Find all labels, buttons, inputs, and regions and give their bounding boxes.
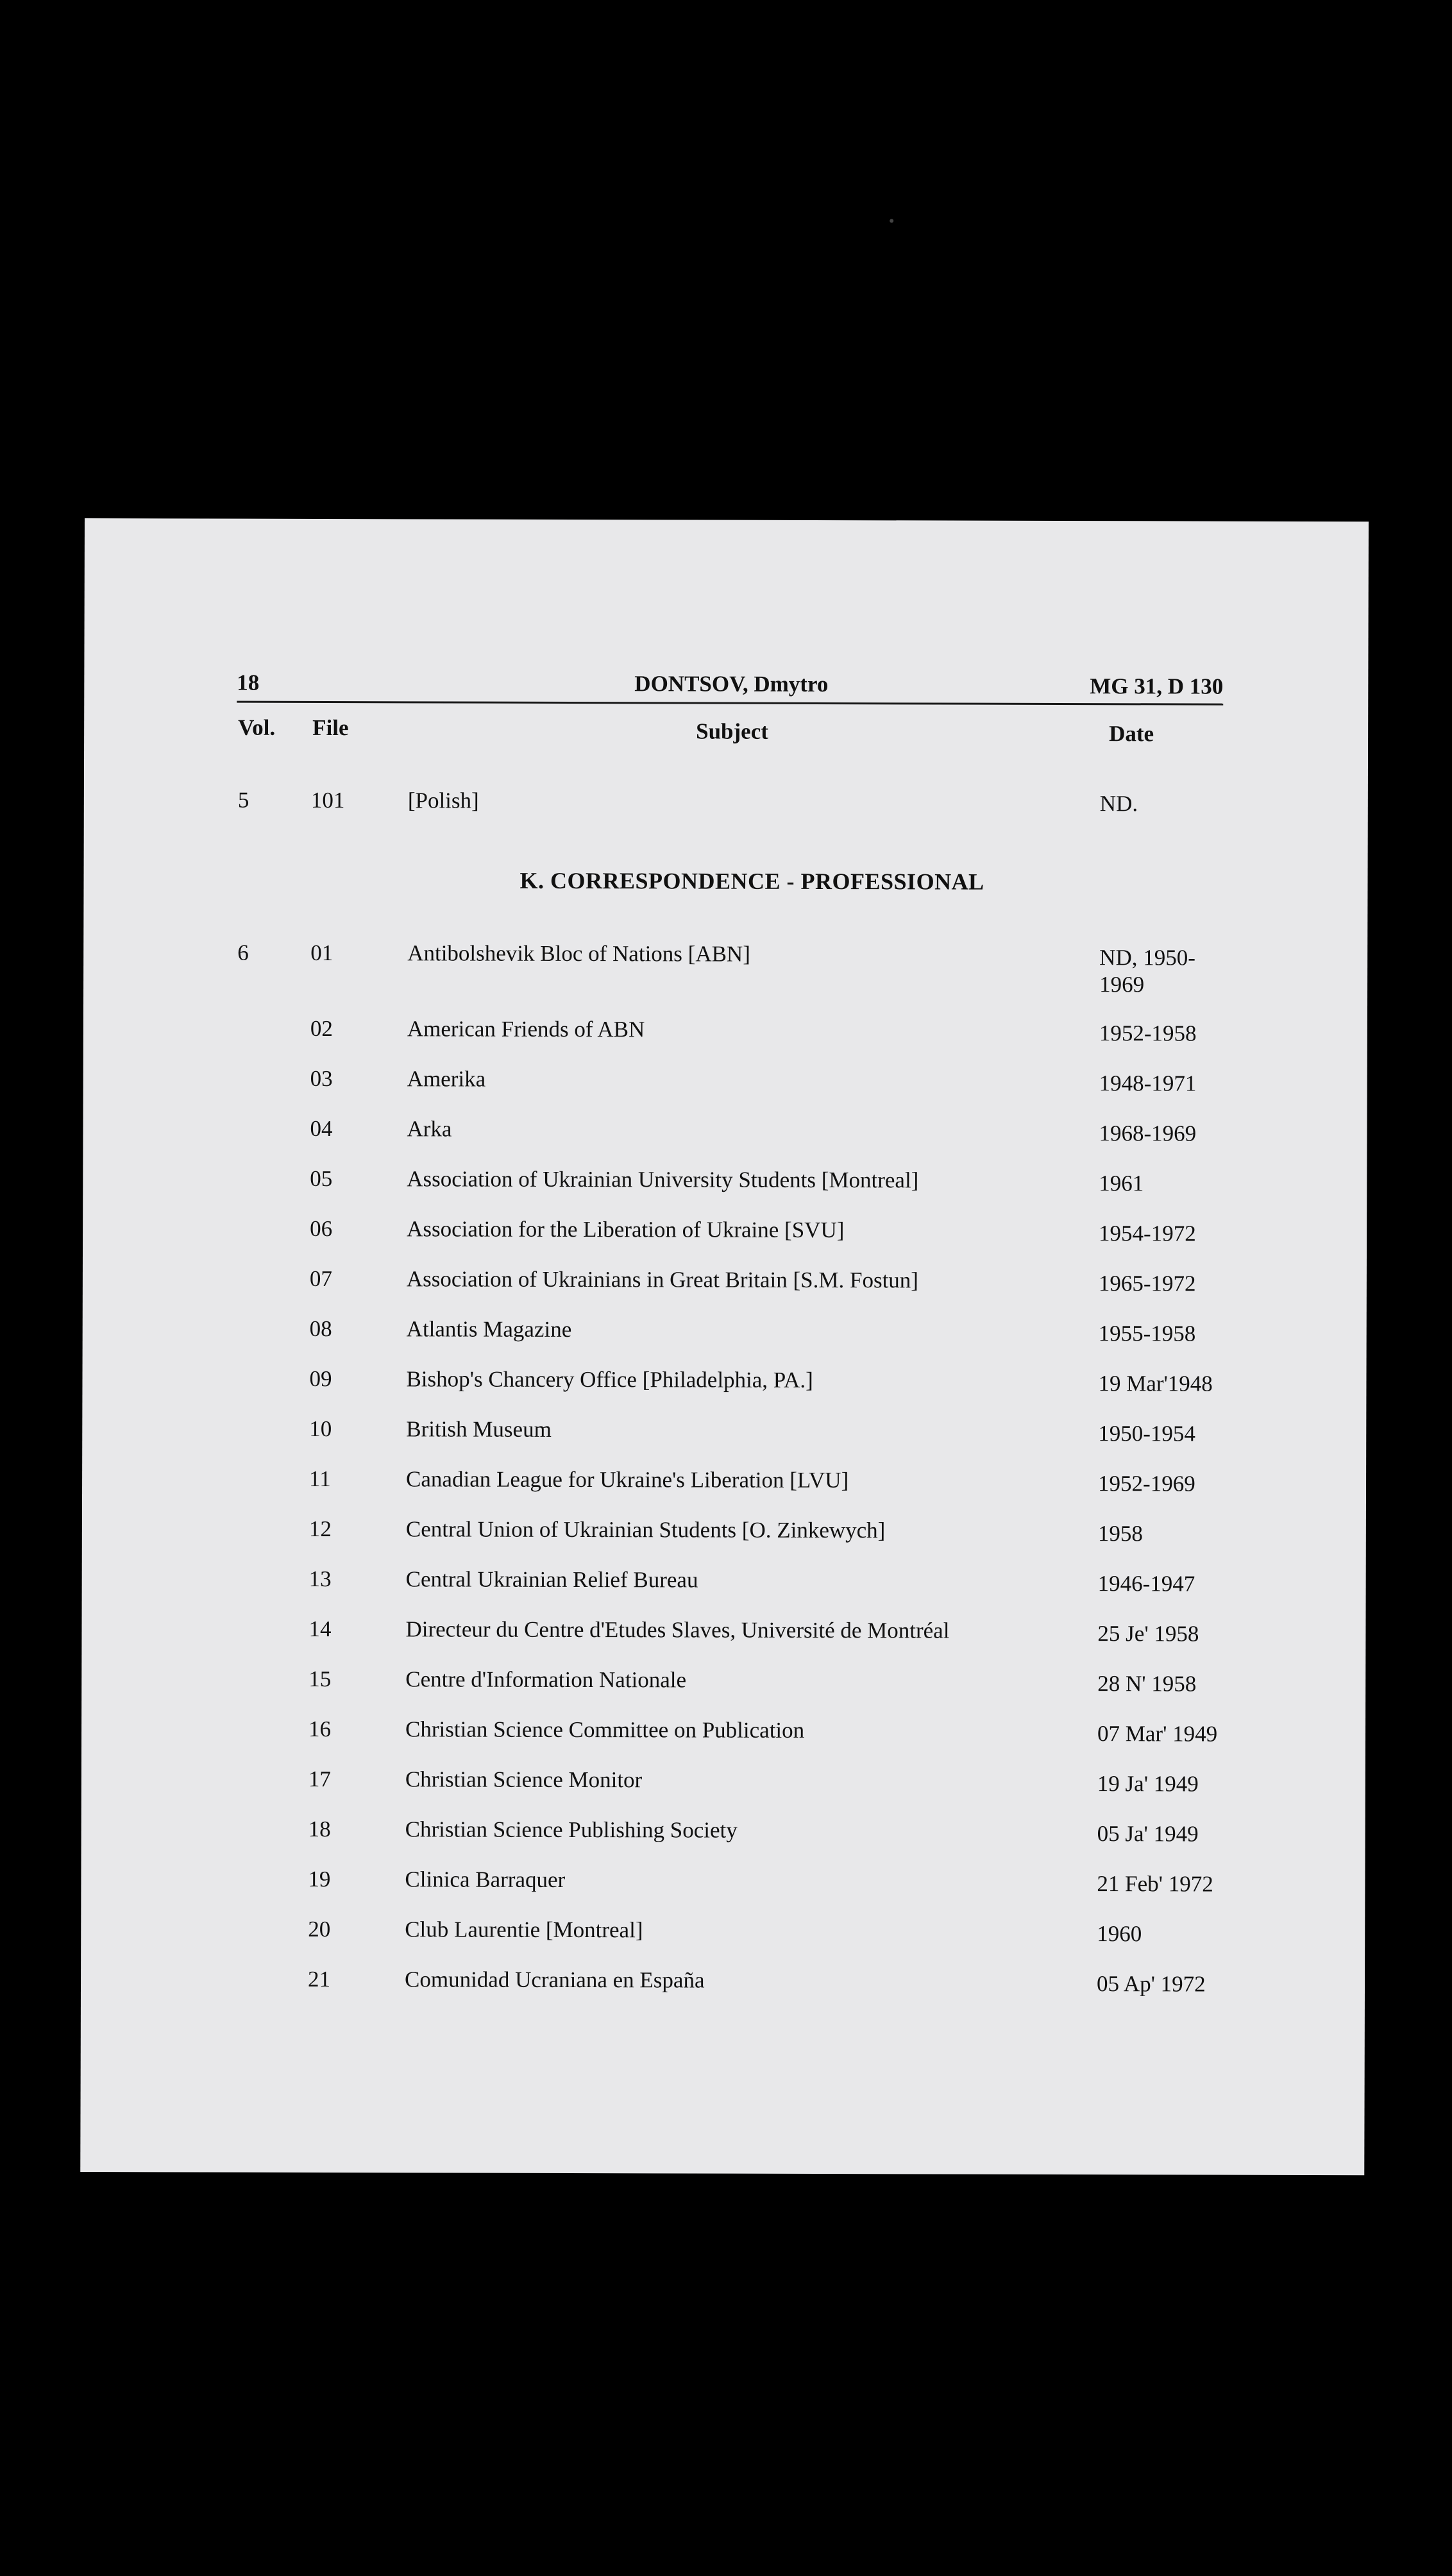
file-cell: 21 xyxy=(307,1966,331,1992)
file-cell: 17 xyxy=(308,1766,331,1792)
subject-cell: Amerika xyxy=(407,1066,486,1092)
date-cell: 1955-1958 xyxy=(1098,1321,1196,1346)
date-cell: 21 Feb' 1972 xyxy=(1097,1871,1213,1897)
date-cell: ND, 1950-1969 xyxy=(1099,945,1195,997)
date-cell: 1952-1958 xyxy=(1099,1021,1197,1046)
page-header xyxy=(237,665,1223,706)
file-cell: 10 xyxy=(309,1416,332,1442)
subject-cell: Atlantis Magazine xyxy=(406,1316,572,1342)
vol-cell: 5 xyxy=(237,787,249,813)
date-cell: 1952-1969 xyxy=(1098,1471,1195,1496)
subject-cell: Arka xyxy=(407,1116,452,1142)
subject-cell: Bishop's Chancery Office [Philadelphia, PA.] xyxy=(406,1366,813,1393)
subject-cell: Clinica Barraquer xyxy=(405,1867,566,1892)
file-cell: 08 xyxy=(309,1316,332,1342)
file-cell: 02 xyxy=(310,1015,333,1042)
date-cell: 1968-1969 xyxy=(1099,1121,1197,1146)
subject-cell: Central Union of Ukrainian Students [O. Zinkewych] xyxy=(405,1516,886,1543)
subject-cell: [Polish] xyxy=(407,788,479,813)
subject-cell: American Friends of ABN xyxy=(407,1016,645,1042)
subject-cell: Directeur du Centre d'Etudes Slaves, Université de Montréal xyxy=(405,1616,950,1643)
subject-cell: Club Laurentie [Montreal] xyxy=(405,1917,643,1943)
column-header-subject: Subject xyxy=(696,718,768,744)
date-cell: 05 Ja' 1949 xyxy=(1097,1821,1199,1847)
file-cell: 12 xyxy=(308,1516,332,1542)
date-cell: 1961 xyxy=(1099,1171,1144,1196)
file-cell: 16 xyxy=(308,1716,332,1742)
subject-cell: Christian Science Committee on Publication xyxy=(405,1716,805,1743)
file-cell: 13 xyxy=(308,1566,332,1592)
subject-cell: Canadian League for Ukraine's Liberation [LVU] xyxy=(406,1466,849,1493)
column-header-vol: Vol. xyxy=(238,715,276,740)
date-cell: 1954-1972 xyxy=(1099,1221,1196,1246)
subject-cell: British Museum xyxy=(406,1416,552,1442)
file-cell: 14 xyxy=(308,1616,332,1642)
file-cell: 20 xyxy=(308,1916,331,1942)
date-cell: 1946-1947 xyxy=(1097,1571,1195,1597)
subject-cell: Comunidad Ucraniana en España xyxy=(404,1967,705,1993)
scanned-page xyxy=(80,518,1369,2175)
vol-cell: 6 xyxy=(237,940,249,965)
subject-cell: Centre d'Information Nationale xyxy=(405,1666,687,1693)
date-cell: 1948-1971 xyxy=(1099,1071,1197,1096)
file-cell: 04 xyxy=(310,1115,333,1142)
column-header-file: File xyxy=(312,715,349,741)
file-cell: 101 xyxy=(310,787,345,813)
subject-cell: Association of Ukrainians in Great Britain [S.M. Fostun] xyxy=(406,1266,919,1293)
date-cell: 19 Mar'1948 xyxy=(1098,1371,1213,1396)
file-cell: 19 xyxy=(308,1866,331,1892)
file-cell: 18 xyxy=(308,1816,331,1842)
page-number: 18 xyxy=(237,670,260,695)
file-cell: 05 xyxy=(310,1165,333,1192)
subject-cell: Association for the Liberation of Ukraine [SVU] xyxy=(407,1216,845,1243)
subject-cell: Central Ukrainian Relief Bureau xyxy=(405,1566,698,1593)
date-cell: 25 Je' 1958 xyxy=(1097,1621,1199,1647)
date-cell: 07 Mar' 1949 xyxy=(1097,1721,1218,1747)
date-cell: 28 N' 1958 xyxy=(1097,1671,1197,1697)
subject-cell: Christian Science Monitor xyxy=(405,1767,643,1793)
subject-cell: Christian Science Publishing Society xyxy=(405,1817,738,1843)
date-cell: 1965-1972 xyxy=(1098,1271,1196,1296)
date-cell: 19 Ja' 1949 xyxy=(1097,1771,1199,1797)
column-header-date: Date xyxy=(1109,721,1154,747)
subject-cell: Antibolshevik Bloc of Nations [ABN] xyxy=(407,940,750,967)
file-cell: 07 xyxy=(309,1266,332,1292)
subject-cell: Association of Ukrainian University Students [Montreal] xyxy=(407,1166,919,1193)
date-cell: ND. xyxy=(1099,791,1138,817)
section-heading: K. CORRESPONDENCE - PROFESSIONAL xyxy=(519,867,984,895)
document-title: DONTSOV, Dmytro xyxy=(634,671,829,697)
file-cell: 11 xyxy=(309,1466,331,1492)
date-cell: 1950-1954 xyxy=(1098,1421,1195,1446)
date-cell: 05 Ap' 1972 xyxy=(1096,1971,1206,1997)
file-cell: 01 xyxy=(310,940,333,966)
file-cell: 09 xyxy=(309,1366,332,1392)
file-cell: 15 xyxy=(308,1666,332,1692)
scan-speck xyxy=(890,219,893,223)
date-cell: 1958 xyxy=(1097,1521,1143,1546)
file-cell: 06 xyxy=(310,1216,333,1242)
date-cell: 1960 xyxy=(1097,1921,1142,1947)
reference-code: MG 31, D 130 xyxy=(1090,674,1224,699)
file-cell: 03 xyxy=(310,1065,333,1092)
